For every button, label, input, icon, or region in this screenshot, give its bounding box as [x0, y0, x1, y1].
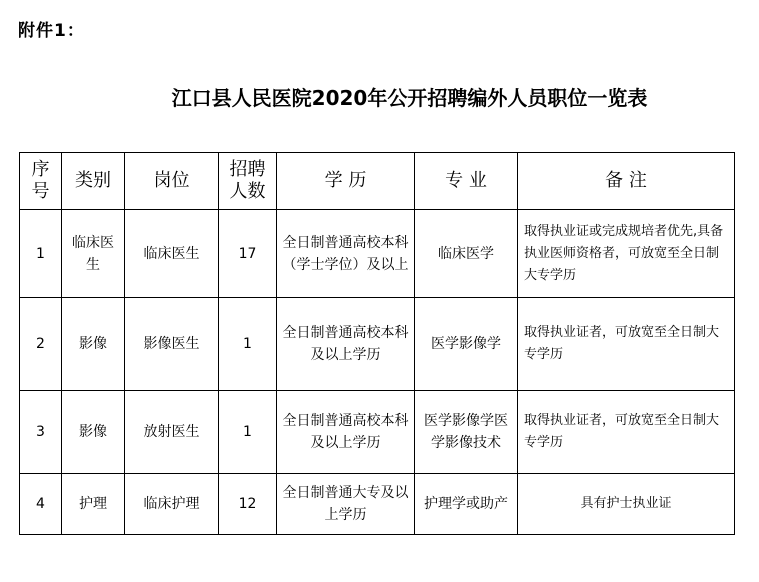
- cell-index: 1: [20, 210, 62, 298]
- positions-table: [19, 152, 735, 535]
- cell-category: 护理: [62, 474, 125, 535]
- header-headcount: 招聘人数: [219, 153, 277, 210]
- document-title: 江口县人民医院2020年公开招聘编外人员职位一览表: [171, 86, 648, 110]
- cell-category: 影像: [62, 298, 125, 391]
- cell-major: 医学影像学: [415, 298, 518, 391]
- header-index: 序号: [20, 153, 62, 210]
- cell-position: 临床护理: [125, 474, 219, 535]
- cell-education: 全日制普通大专及以上学历: [277, 474, 415, 535]
- cell-position: 临床医生: [125, 210, 219, 298]
- cell-position: 影像医生: [125, 298, 219, 391]
- cell-category: 影像: [62, 391, 125, 474]
- cell-notes: 取得执业证者，可放宽至全日制大专学历: [518, 391, 735, 474]
- header-education: 学 历: [277, 153, 415, 210]
- table-row: [20, 391, 735, 474]
- header-major: 专 业: [415, 153, 518, 210]
- table-row: [20, 298, 735, 391]
- table-row: [20, 474, 735, 535]
- cell-index: 4: [20, 474, 62, 535]
- cell-education: 全日制普通高校本科及以上学历: [277, 298, 415, 391]
- cell-headcount: 1: [219, 391, 277, 474]
- cell-category: 临床医生: [62, 210, 125, 298]
- cell-index: 2: [20, 298, 62, 391]
- cell-headcount: 17: [219, 210, 277, 298]
- table-row: [20, 210, 735, 298]
- cell-index: 3: [20, 391, 62, 474]
- cell-notes: 具有护士执业证: [518, 474, 735, 535]
- table-header-row: [20, 153, 735, 210]
- cell-notes: 取得执业证者，可放宽至全日制大专学历: [518, 298, 735, 391]
- cell-notes: 取得执业证或完成规培者优先,具备执业医师资格者，可放宽至全日制大专学历: [518, 210, 735, 298]
- header-category: 类别: [62, 153, 125, 210]
- cell-education: 全日制普通高校本科及以上学历: [277, 391, 415, 474]
- cell-major: 医学影像学医学影像技术: [415, 391, 518, 474]
- cell-headcount: 12: [219, 474, 277, 535]
- cell-major: 临床医学: [415, 210, 518, 298]
- header-notes: 备 注: [518, 153, 735, 210]
- header-position: 岗位: [125, 153, 219, 210]
- cell-major: 护理学或助产: [415, 474, 518, 535]
- cell-position: 放射医生: [125, 391, 219, 474]
- cell-education: 全日制普通高校本科（学士学位）及以上: [277, 210, 415, 298]
- cell-headcount: 1: [219, 298, 277, 391]
- attachment-label: 附件1：: [18, 21, 85, 41]
